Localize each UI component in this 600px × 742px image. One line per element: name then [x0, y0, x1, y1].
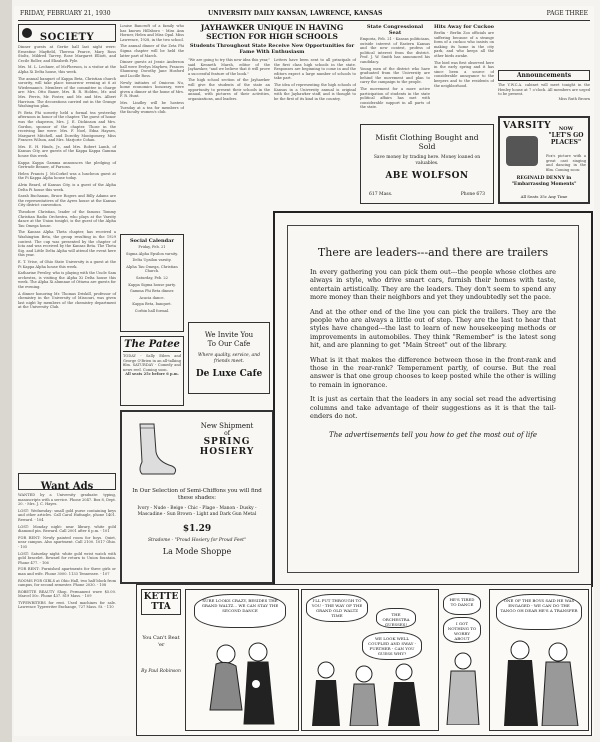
announcements-signed: Miss Ruth Brown [558, 96, 590, 101]
column-two [120, 24, 184, 234]
patee-text: TODAY - Sally Eilers and George O'Brien in an all-talking film. SATURDAY - Comedy and news reel. Coming soon. [123, 354, 182, 372]
cafe-line1: We Invite You [204, 331, 254, 339]
cafe-line3: Where quality, service, and friends meet. [198, 353, 260, 364]
want-ads-body [18, 493, 116, 610]
col4-para: Emporia, Feb. 21 - Kansas politicians, outside interest of Eastern Kansas and the new contest, profess of political interest from the district. Prof. J. W. Smith has announced his candidacy. [360, 37, 430, 64]
masthead-paper: UNIVERSITY DAILY KANSAN, LAWRENCE, KANSAS [208, 10, 383, 17]
society-para: Dinner guests at Gertie hall last night were: Ernestine Mayfield, Theresa Pearce, Mary Ross Stoltz, Mildred Tarvey, Rose Margaret Elliott, and Cecile Roller, and Elizabeth Pyle. [18, 45, 116, 63]
speech-bubble: HE'S TIRED TO DANCE [443, 593, 481, 615]
varsity-movie: "LET'S GO PLACES" [548, 132, 584, 146]
calendar-entry: Kappa Sigma house party. [128, 282, 176, 287]
varsity-photo-icon [506, 136, 538, 166]
want-ad-item: LOST: Wednesday: small gold purse containing keys and other articles. Call Carol Hufnagle, phone 1401. Reward. - 104 [18, 508, 116, 522]
society-para: A dinner honoring Mr. Thomas Driskill, professor of chemistry in the University of Missouri, was given last night by members of the chemistry department at the University Club. [18, 291, 116, 310]
hosiery-price: $1.29 [182, 524, 212, 534]
society-para: Helen Francis J. McCorkel was a luncheon guest at the Pi Kappa Alpha house today. [18, 171, 116, 181]
col2-para: The annual dinner of the Zeta Phi Sigma chapter will be held the latter part of March. [120, 44, 184, 58]
hosiery-title3: SPRING [203, 437, 251, 447]
society-body [18, 45, 116, 310]
society-header-box [18, 24, 116, 42]
col5-heading: Hits Away for Cuckoo [434, 24, 494, 30]
speech-bubble: SURE LOOKS CRAZY, BESIDES THE GRAND WALTZ... WE CAN STAY THE SECOND DANCE [194, 594, 286, 628]
society-para: Sarah Buchanan, Bruce Rogers and Billy Adams are the representatives of the Ayres house at the Kansas City district convention. [18, 194, 116, 208]
speech-bubble: WE LOOK WELL COUPLED AND SWAY - FURTHER - CAN YOU GUESS WHY? [362, 632, 422, 660]
column-five [434, 23, 494, 123]
calendar-entry: Kappa Beta, banquet. [132, 302, 172, 307]
calendar-entry: Alpha Tau Omega, Christian Church. [126, 264, 178, 274]
cafe-name: De Luxe Cafe [195, 369, 263, 379]
society-para: E. T. Vrise, of Ohio State University is a guest at the Pi Kappa Alpha house this week. [18, 259, 116, 269]
patee-ad [120, 336, 184, 406]
hosiery-store: La Mode Shoppe [162, 547, 232, 556]
varsity-foot: All Seats 35c Any Time [520, 194, 568, 199]
want-ad-item: ROOMS FOR GIRLS at Ohio Hall, two half block from campus, for second semester. Phone 2030. - 108 [18, 578, 116, 588]
jayhawker-subhead: Students Throughout State Receive New Opportunities for Fame With Enthusiasm [189, 43, 355, 55]
society-para: Katharine Presley, who is playing with the Uncle Sam orchestra, is visiting the Alpha Xi Delta house this week. The Alpha Xi alumnae of Ottawa are guests for the evening. [18, 271, 116, 289]
hosiery-title2: of [224, 430, 230, 437]
leaders-headline: There are leaders---and there are trailers [317, 246, 549, 259]
cafe-line2: To Our Cafe [207, 340, 251, 348]
comic-panel-2 [301, 589, 439, 731]
patee-foot: All seats 25c before 6 p.m. [125, 372, 179, 377]
society-para: Mrs. E. H. Hinds, Jr., and Mrs. Robert Lamb, of Kansas City, are guests of the Kappa Kappa Gamma house this week. [18, 144, 116, 159]
col2-para: Newly initiates of Omicron Nu, home economics honorary, were given a dinner at the home of Mrs. F. R. Hunt. [120, 80, 184, 99]
masthead-date: FRIDAY, FEBRUARY 21, 1930 [20, 10, 111, 17]
want-ads-section [18, 473, 116, 731]
want-ads-header-box [18, 473, 116, 490]
party-guests-icon [308, 634, 432, 726]
speech-bubble: I GOT NOTHING TO WORRY ABOUT [443, 617, 481, 643]
speech-bubble: I'LL PUT THROUGH TO YOU - THE WAY OF THE GRAND OLD WALTZ TIME [306, 594, 368, 622]
comic-strip [136, 584, 592, 736]
calendar-entry: Acacia dance. [139, 295, 165, 300]
hosiery-sub: In Our Selection of Semi-Chiffons you will find these shades: [132, 488, 262, 501]
leaders-para: In every gathering you can pick them out---the people whose clothes are always in style, who drive smart cars, furnish their homes with taste, entertain artistically. They are the leaders. They don't seem to spend any more money than their neighbors and yet they undoubtedly set the pace. [310, 268, 556, 302]
misfit-name: ABE WOLFSON [385, 171, 469, 181]
want-ad-item: LOST: Saturday night: white gold wrist watch with gold bracelet. Reward for return to Union fountain. Phone 477. - 106 [18, 551, 116, 565]
varsity-coming: REGINALD DENNY in "Embarrassing Moments" [511, 176, 577, 187]
varsity-subtitle: NOW [558, 126, 574, 132]
misfit-address: 617 Mass. [369, 192, 393, 197]
varsity-ad [498, 116, 590, 204]
leaders-para: It is just as certain that the leaders in any social set read the advertising columns and take advantage of their suggestions as it is that the tail-enders do not. [310, 395, 556, 421]
calendar-entry: Sigma Alpha Epsilon varsity. [126, 251, 178, 256]
comic-byline: By Paul Robinson [141, 669, 181, 674]
want-ad-item: BOBETTE BEAUTY Shop. Permanent wave $5.00. Marcel 50c. Phone 437. 819 Mass. - 109 [18, 589, 116, 599]
misfit-phone: Phone 673 [460, 192, 485, 197]
society-para: Kappa Kappa Gamma announces the pledging of Gertrude Benner, of Parsons. [18, 160, 116, 170]
want-ad-item: LOST: Monday night: near library, white gold diamond pin. Reward. Call 2001 after 6 p.m. - 101 [18, 524, 116, 534]
leaders-para: What is it that makes the difference between those in the front-rank and those in the rear-rank? Temperament partly, of course. But the real answer is that one group chooses to keep posted while the other is willing to remain in ignorance. [310, 355, 556, 389]
col5-para: The bird was first observed here in the early spring and it has since been a source of considerable annoyance to the keepers and to the residents of the neighborhood. [434, 60, 494, 88]
comic-panel-4 [489, 589, 589, 731]
jayhawker-body-left [188, 58, 270, 318]
speech-bubble: ONE OF THE BOYS SAID HE WAS ENGAGED - WE CAN DO THE TANGO OH DEAR HE'S A TRANSFER [496, 594, 582, 630]
jayhawker-article [188, 23, 356, 57]
hosiery-shades: Ivory - Nude - Beige - Chic - Plage - Manon - Dusky - Mascadine - Sun Brown - Light and Dark Gun Metal [137, 506, 257, 517]
society-para: Theodore Christian, leader of the famous Tommy Christian Radio Orchestra, who plays at the Varsity dance at the Union tonight, is the guest of the Alpha Tau Omega house. [18, 210, 116, 228]
hosiery-title1: New Shipment [200, 422, 254, 430]
announcements-text: The Y.W.C.A. cabinet will meet tonight in the Henley house at 7 o'clock. All members are urged to be present. [498, 83, 590, 97]
society-para: The annual banquet of Kappa Beta, Christian church sorority, will take place tomorrow evening at 6 at Wiedemann's. Members of the committee in charge are: Mrs. Otto Bauer, Mrs. B. R. Holden, Mr. and Mrs. Ferris, Mr. Foster, and Mr. and Mrs. Albert Harrison. The decorations carried out in the Grange Washington plan. [18, 76, 116, 109]
jayhawker-headline: JAYHAWKER UNIQUE IN HAVING SECTION FOR HIGH SCHOOLS [200, 23, 344, 41]
calendar-entry: Gamma Phi Beta dinner. [129, 289, 175, 294]
society-para: Mrs. M. L. Lechner, of McPherson, is a visitor at the Alpha Xi Delta house, this week. [18, 65, 116, 74]
want-ad-item: TYPEWRITERS for rent. Used machines for sale. Lawrence Typewriter Exchange, 727 Mass. St. - 110 [18, 600, 116, 610]
col4-heading: State Congressional Seat [366, 24, 424, 36]
newspaper-sheet [14, 6, 594, 736]
calendar-entry: Delta Upsilon varsity. [132, 258, 172, 263]
society-para: Pi Beta Phi sorority held a formal tea yesterday afternoon in honor of the chapter. The guest of honor was the chaperon, Mrs. J. E. Dickinson and Mrs. Gordon, sponsor of the chapter. Those in the receiving line were: Mrs. F. Noel, Edna Haynes, Margaret Mitchell, and Dorothy Montgomery, Miss Frances Wilson, and Mrs. Marjorie Cohan. [18, 110, 116, 143]
leaders-para: And at the other end of the line you can pick the trailers. They are the people who are always a little out of step. They are the last to hear that styles have changed---the last to learn of new housekeeping methods or improvements in automobiles. They think "Remember" is the latest song hit, and are planning to get "Main Street" out of the library. [310, 307, 556, 350]
binder-edge [0, 0, 12, 742]
deluxe-cafe-ad [188, 322, 270, 394]
want-ad-item: FOR RENT: Newly painted room for boys. Quiet, near campus. Also apartment. Call 2100. 1017 Ohio. - 105 [18, 535, 116, 549]
calendar-entry: Saturday, Feb. 22 [136, 275, 168, 280]
want-ad-item: WANTED by a University graduate: typing, manuscripts with a service. Phone 2047. Box 8, Dept. 20. - Mrs. J. C. Hayes. [18, 493, 116, 507]
column-society [18, 24, 116, 312]
comic-panel-3 [441, 589, 485, 729]
col2-para: Mrs. Lindley will be hostess Tuesday at a tea for members of the faculty women's club. [120, 100, 184, 115]
social-calendar-heading: Social Calendar [129, 238, 175, 244]
couple-icon [498, 636, 582, 726]
misfit-line1: Misfit Clothing Bought and Sold [375, 133, 479, 151]
jayhawker-para: "We are going to try this new idea this year," said Kenneth Marsh, editor of the Jayhawker, "and we believe that it will prove a successful feature of the book." [188, 58, 270, 76]
varsity-title: VARSITY [503, 121, 552, 131]
misfit-clothing-ad [360, 124, 494, 204]
leaders-trailers-ad [273, 211, 593, 587]
masthead [18, 8, 590, 21]
society-ornament-icon [22, 28, 32, 38]
society-para: The Kansas Alpha Theta chapter, has received a Washington Beta, the group resulting in the 1929 contest. The cup was presented by the chapter of Iota and was received by the Kansas Beta. The Theta Sig. and Little Delta Alpha will attend the event here this year. [18, 230, 116, 258]
calendar-entry: Corbin hall formal. [134, 308, 170, 313]
comic-title-panel [141, 589, 181, 729]
col4-para: The movement for a more active participation of students in the state political affairs has met with considerable support in all parts of the state. [360, 86, 430, 110]
col2-para: Dinner guests at Jessie Anderson hall were Evelyn Mayhew, Frances Shumway, Dorothy Jane Hosford and Lucille Ross. [120, 60, 184, 78]
misfit-line2: Save money by trading here. Money loaned on valuables. [373, 155, 481, 166]
announcements-heading: Announcements [498, 70, 590, 81]
hosiery-title4: HOSIERY [199, 447, 255, 457]
announcements-section [498, 70, 590, 114]
want-ad-item: FOR RENT: Furnished apartments for three girls or man and wife. Phone 3000. 1133 Tennessee. - 107 [18, 567, 116, 576]
speech-bubble: THE ORCHESTRA GUESSES! [376, 608, 416, 628]
comic-panel-1 [185, 589, 299, 731]
hosiery-slogan: Stradome - "Proud Hosiery for Proud Feet" [147, 538, 247, 543]
social-calendar-box [120, 234, 184, 332]
comic-title: KETTETTA [141, 589, 181, 615]
patee-title: The Patee [124, 339, 180, 350]
masthead-page: PAGE THREE [546, 10, 588, 17]
column-four [360, 23, 430, 123]
col5-para: Berlin - Berlin Zoo officials are suffering because of a strange form of a cuckoo who insists on making its home in the city park, and who keeps all the other birds awake. [434, 31, 494, 58]
varsity-desc: Fox's picture with a great cast singing and dancing in the film. Coming soon: [546, 154, 586, 172]
society-heading: SOCIETY [39, 32, 95, 43]
dancer-icon [443, 651, 483, 725]
jayhawker-para: The idea of representing the high schools of Kansas in a University annual is original with the Jayhawker staff, and is thought to be the first of its kind in the country. [274, 82, 356, 101]
col4-para: Young men of the district who have graduated from the University are behind the movement and plan to carry the campaign to the people. [360, 66, 430, 85]
want-ads-heading: Want Ads [40, 481, 94, 492]
jayhawker-para: Letters have been sent to all principals of the first class high schools in the state. Responses are beginning to come in and the editors expect a large number of schools to take part. [274, 58, 356, 81]
hosiery-leg-icon [132, 422, 180, 476]
calendar-entry: Friday, Feb. 21 [138, 245, 166, 249]
col2-para: Louise Bancroft of a family who has known Hillsboro - Miss Ann Horner, Helen and Miss Opal. Miss Lawrence, 1928, in the two school. [120, 24, 184, 42]
hosiery-ad [120, 410, 274, 584]
leaders-footer: The advertisements tell you how to get the most out of life [329, 430, 537, 439]
society-para: Alvin Beard, of Kansas City, is a guest of the Alpha Delta Pi house this week. [18, 183, 116, 192]
jayhawker-para: The high school section of the Jayhawker will give the students of the state an opportunity to present their schools in the annual, with pictures of their activities, organizations, and leaders. [188, 78, 270, 101]
comic-caption: You Can't Beat 'er [142, 635, 180, 648]
dancing-couple-icon [196, 640, 288, 726]
jayhawker-body-right [274, 58, 356, 208]
